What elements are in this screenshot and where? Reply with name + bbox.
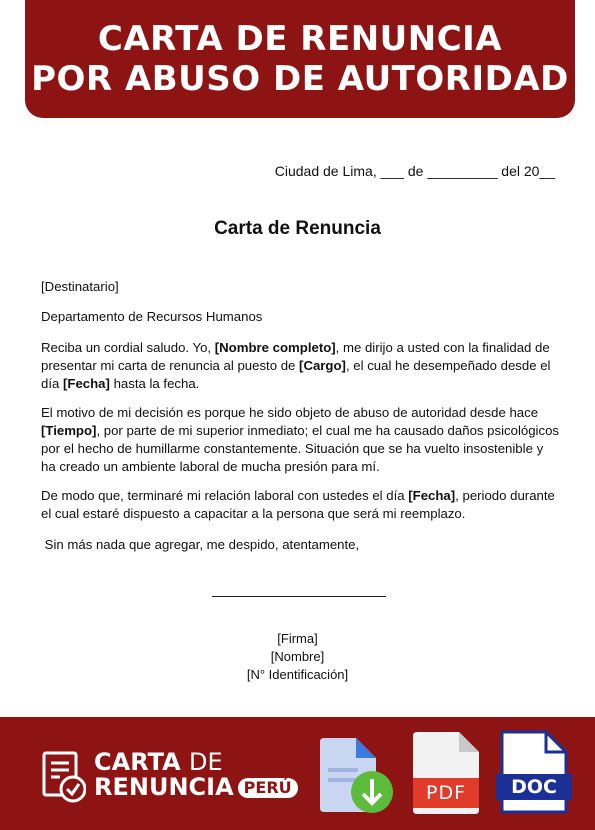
brand-badge-peru: PERÚ xyxy=(238,778,298,798)
signature-id: [N° Identificación] xyxy=(246,667,349,682)
p3-text-c: , periodo durante el cual estaré dispuesto a capacitar a la persona que será mi reemplazo. xyxy=(41,488,555,521)
placeholder-fecha-inicio: [Fecha] xyxy=(63,376,110,391)
placeholder-nombre-completo: [Nombre completo] xyxy=(214,340,336,355)
doc-file-icon xyxy=(496,730,572,814)
doc-download[interactable] xyxy=(496,730,572,814)
paragraph-1 xyxy=(41,339,561,393)
doc-label: DOC xyxy=(511,776,557,798)
brand-logo-group[interactable] xyxy=(42,747,302,807)
p1-text-a: Reciba un cordial saludo. Yo, xyxy=(41,340,215,355)
signature-line xyxy=(212,596,386,597)
download-file-icon[interactable] xyxy=(318,738,398,814)
p3-text-a: De modo que, terminaré mi relación laboral con ustedes el día xyxy=(41,488,409,503)
banner-title-line1: CARTA DE RENUNCIA xyxy=(97,19,503,59)
p1-text-e: , el cual he desempeñado desde el día xyxy=(41,358,551,391)
signature-block xyxy=(0,630,595,684)
brand-line2 xyxy=(94,773,298,801)
p1-text-c: , me dirijo a usted con la finalidad de presentar mi carta de renuncia al puesto de xyxy=(41,340,550,373)
brand-word-carta: CARTA xyxy=(94,748,181,776)
recipient: [Destinatario] xyxy=(41,279,119,294)
paragraph-2 xyxy=(41,404,561,476)
paragraph-3 xyxy=(41,487,561,523)
p2-text-c: , por parte de mi superior inmediato; el cual me ha causado daños psicológicos por el hecho de humillarme constantemente. Situación que se ha vuelto insostenible y ha creado un ambiente laboral de mucha presión para mí. xyxy=(41,423,559,474)
letter-title: Carta de Renuncia xyxy=(214,218,381,239)
p2-text-a: El motivo de mi decisión es porque he sido objeto de abuso de autoridad desde hace xyxy=(41,405,539,420)
banner-title-line2: POR ABUSO DE AUTORIDAD xyxy=(31,59,569,99)
document-check-icon xyxy=(42,751,86,803)
brand-line1 xyxy=(94,749,223,775)
pdf-label: PDF xyxy=(425,782,467,804)
brand-word-de: DE xyxy=(189,748,223,776)
placeholder-tiempo: [Tiempo] xyxy=(41,423,97,438)
p1-text-g: hasta la fecha. xyxy=(109,376,200,391)
closing-line: Sin más nada que agregar, me despido, atentamente, xyxy=(41,537,360,552)
department: Departamento de Recursos Humanos xyxy=(41,309,263,324)
pdf-download[interactable] xyxy=(413,732,479,814)
signature-firma: [Firma] xyxy=(277,631,318,646)
date-line: Ciudad de Lima, ___ de _________ del 20__ xyxy=(274,163,555,179)
placeholder-cargo: [Cargo] xyxy=(299,358,346,373)
brand-word-renuncia: RENUNCIA xyxy=(94,773,234,801)
signature-nombre: [Nombre] xyxy=(270,649,325,664)
placeholder-fecha-fin: [Fecha] xyxy=(408,488,456,503)
